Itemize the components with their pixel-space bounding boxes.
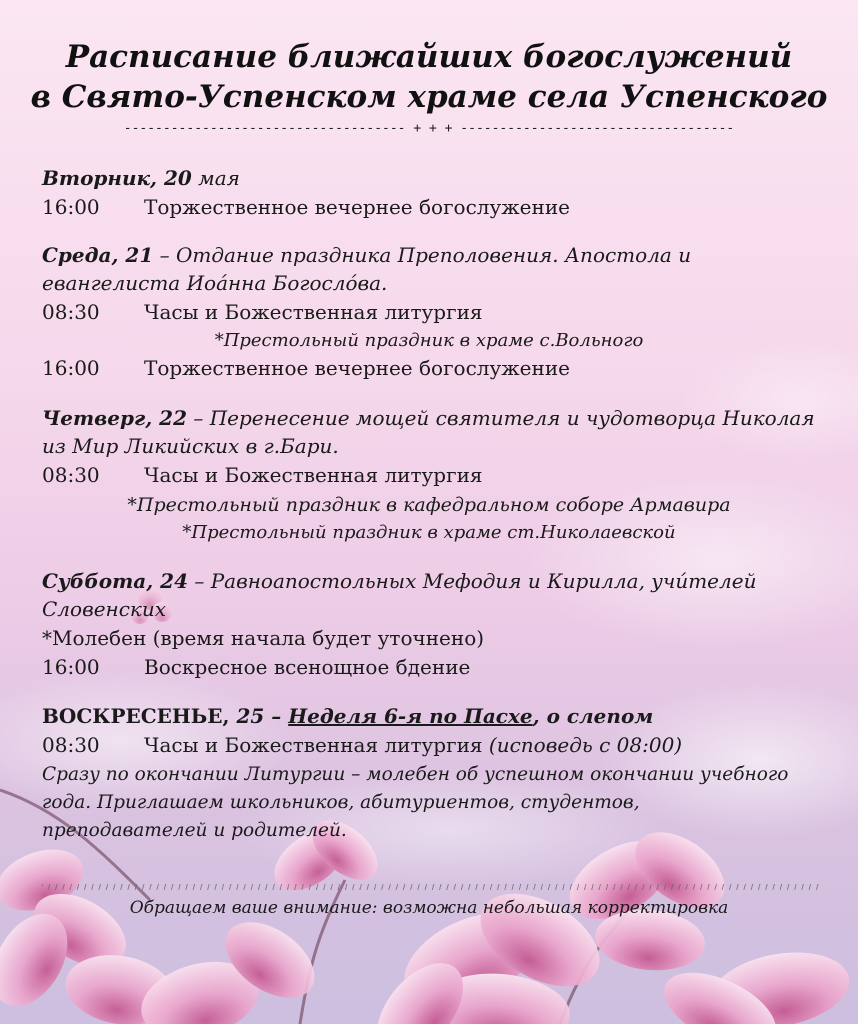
event-text: Торжественное вечернее богослужение	[144, 195, 570, 219]
day-heading-sunday	[42, 703, 653, 729]
event-text: Торжественное вечернее богослужение	[144, 356, 570, 380]
event-time: 16:00	[42, 195, 100, 219]
day-label: Суббота, 24	[42, 569, 188, 593]
feast-text: Отдание праздника Преполовения. Апостола и	[175, 243, 692, 267]
title-divider: ------------------------------------ + + + -----------------------------------	[123, 121, 735, 136]
month-label: мая	[198, 166, 240, 190]
moleben-note: *Молебен (время начала будет уточнено)	[42, 626, 485, 650]
day-heading-wednesday	[42, 242, 691, 268]
sunday-note-line: преподавателей и родителей.	[42, 820, 347, 841]
day-label: Четверг, 22	[42, 406, 187, 430]
feast-text: Равноапостольных Мефодия и Кирилла, учи́телей	[210, 569, 757, 593]
page-title: Расписание ближайших богослужений	[65, 39, 793, 75]
feast-text: Перенесение мощей святителя и чудотворца Николая	[209, 406, 815, 430]
event-time: 08:30	[42, 300, 100, 324]
event-time: 16:00	[42, 356, 100, 380]
page-subtitle: в Свято-Успенском храме села Успенского	[30, 79, 828, 115]
sunday-note-line: Сразу по окончании Литургии – молебен об успешном окончании учебного	[42, 764, 789, 785]
feast-text-continued: из Мир Ликийских в г.Бари.	[42, 434, 339, 458]
footer-divider	[42, 884, 820, 890]
day-separator: –	[188, 569, 211, 593]
week-label: Неделя 6-я по Пасхе	[288, 704, 533, 728]
event-time: 08:30	[42, 463, 100, 487]
event-row	[42, 732, 682, 758]
day-heading-thursday	[42, 405, 815, 431]
event-row	[42, 654, 470, 680]
week-suffix: , о слепом	[532, 704, 654, 728]
day-label: Вторник, 20	[42, 166, 192, 190]
confession-note: (исповедь с 08:00)	[488, 733, 683, 757]
patronal-note: *Престольный праздник в храме ст.Николаевской	[182, 522, 676, 543]
event-text: Часы и Божественная литургия	[144, 733, 483, 757]
event-row	[42, 194, 570, 220]
feast-text-continued: евангелиста Иоáнна Богослóва.	[42, 271, 388, 295]
event-text: Часы и Божественная литургия	[144, 300, 483, 324]
event-time: 08:30	[42, 733, 100, 757]
day-date: 25 –	[229, 704, 289, 728]
sunday-note-line: года. Приглашаем школьников, абитуриентов, студентов,	[42, 792, 640, 813]
day-separator: –	[153, 243, 176, 267]
patronal-note: *Престольный праздник в храме с.Вольного	[214, 330, 644, 351]
event-time: 16:00	[42, 655, 100, 679]
patronal-note: *Престольный праздник в кафедральном соборе Армавира	[127, 494, 731, 516]
feast-text-continued: Словенских	[42, 597, 167, 621]
event-row	[42, 462, 483, 488]
day-heading-saturday	[42, 568, 756, 594]
day-heading-tuesday	[42, 165, 240, 191]
event-row	[42, 299, 483, 325]
day-label: ВОСКРЕСЕНЬЕ,	[42, 704, 230, 728]
day-label: Среда, 21	[42, 243, 154, 267]
event-row	[42, 355, 570, 381]
footer-notice: Обращаем ваше внимание: возможна небольшая корректировка	[129, 898, 729, 918]
day-separator: –	[187, 406, 210, 430]
event-text: Часы и Божественная литургия	[144, 463, 483, 487]
event-text: Воскресное всенощное бдение	[144, 655, 471, 679]
